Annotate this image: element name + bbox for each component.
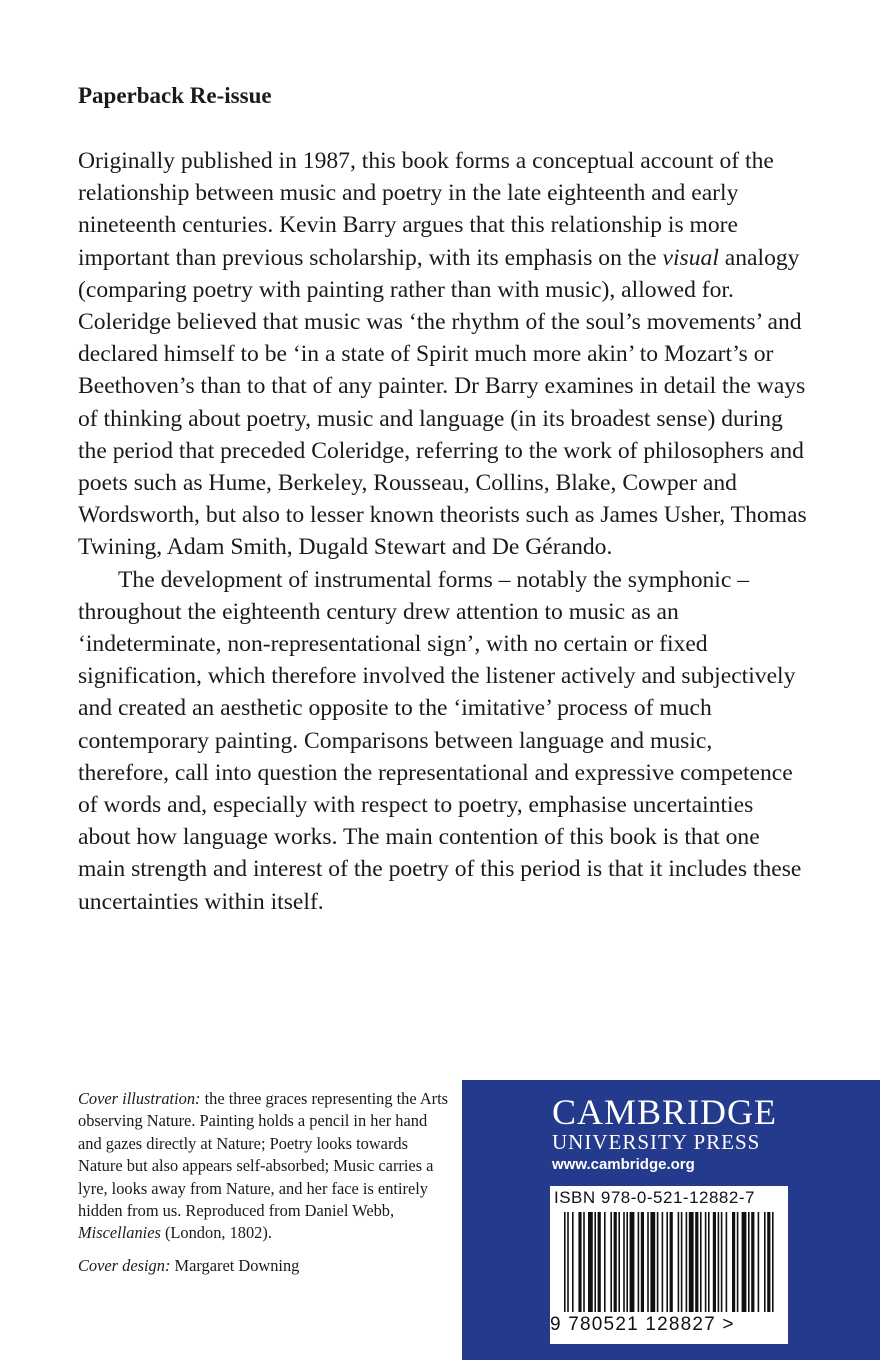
illustration-source-title: Miscellanies	[78, 1223, 161, 1243]
publisher-url: www.cambridge.org	[552, 1156, 695, 1173]
designer-name: Margaret Downing	[170, 1255, 300, 1275]
description-paragraph-2: The development of instrumental forms – notably the symphonic – throughout the eighteenth century drew attention to music as an ‘indeterminate, non-representational sign’, with no certain or fixed signification, which therefore involved the listener actively and subjectively and created an aesthetic opposite to the ‘imitative’ process of much contemporary painting. Comparisons between language and music, therefore, call into question the representational and expressive competence of words and, especially with respect to poetry, emphasise uncertainties about how language works. The main contention of this book is that one main strength and interest of the poetry of this period is that it includes these uncertainties within itself.	[78, 566, 802, 915]
paragraph-1-text-end: analogy (comparing poetry with painting rather than with music), allowed for. Coleridge believed that music was ‘the rhythm of the soul’s movements’ and declared himself to be ‘in a state of Spirit much more akin’ to Mozart’s or Beethoven’s than to that of any painter. Dr Barry examines in detail the ways of thinking about poetry, music and language (in its broadest sense) during the period that preceded Coleridge, referring to the work of philosophers and poets such as Hume, Berkeley, Rousseau, Collins, Blake, Cowper and Wordsworth, but also to lesser known theorists such as James Usher, Thomas Twining, Adam Smith, Dugald Stewart and De Gérando.	[78, 244, 807, 561]
illustration-label: Cover illustration:	[78, 1089, 201, 1108]
ean-digits: 9 780521 128827 >	[550, 1314, 735, 1335]
publisher-panel	[462, 1080, 880, 1360]
isbn-label: ISBN 978-0-521-12882-7	[554, 1188, 755, 1207]
publisher-subtitle: UNIVERSITY PRESS	[552, 1130, 761, 1154]
isbn-barcode	[550, 1186, 788, 1344]
paragraph-1-italic-word: visual	[662, 244, 719, 271]
description-paragraph-1	[78, 145, 808, 564]
book-description	[78, 145, 808, 918]
illustration-source-tail: (London, 1802).	[160, 1223, 272, 1243]
design-label: Cover design:	[78, 1255, 171, 1275]
publisher-name: CAMBRIDGE	[552, 1092, 778, 1132]
cover-illustration-credit	[78, 1088, 450, 1245]
cover-credits	[78, 1088, 450, 1277]
reissue-heading: Paperback Re-issue	[78, 83, 272, 108]
barcode-bars-icon	[562, 1212, 776, 1312]
paragraph-1-text-start: Originally published in 1987, this book forms a conceptual account of the relationship between music and poetry in the late eighteenth and early nineteenth centuries. Kevin Barry argues that this relationship is more important than previous scholarship, with its emphasis on the	[78, 148, 774, 271]
cover-design-credit	[78, 1255, 450, 1277]
illustration-text: the three graces representing the Arts observing Nature. Painting holds a pencil in her hand and gazes directly at Nature; Poetry looks towards Nature but also appears self-absorbed; Music carries a lyre, looks away from Nature, and her face is entirely hidden from us. Reproduced from Daniel Webb,	[78, 1089, 449, 1221]
